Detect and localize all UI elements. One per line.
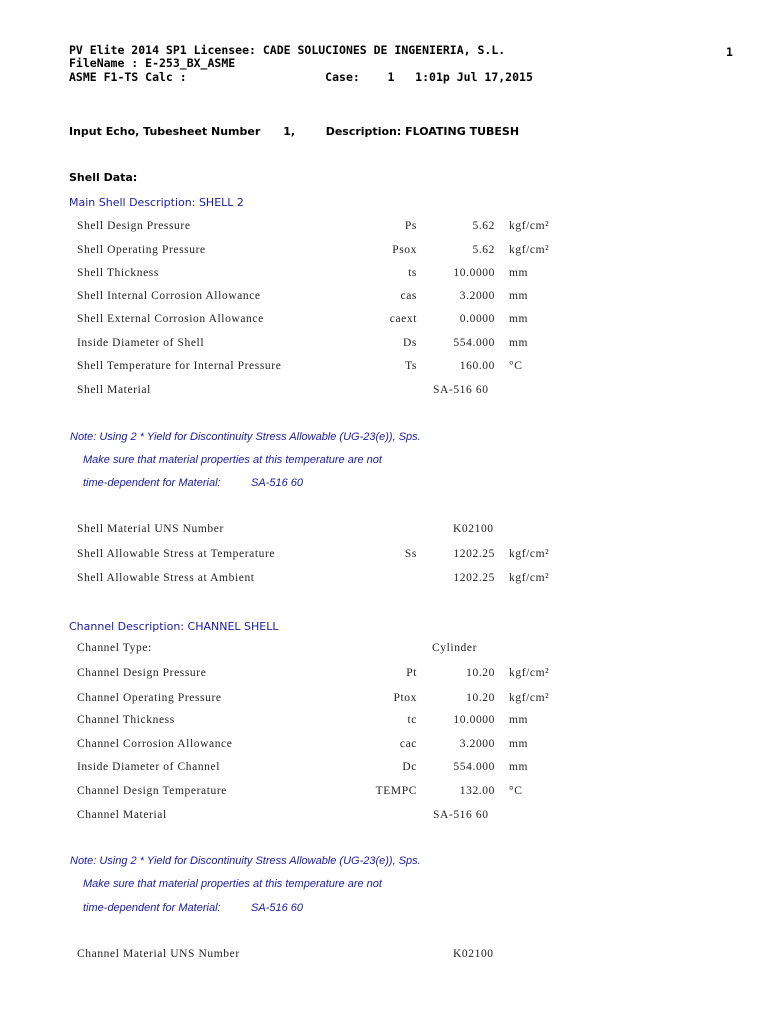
main-shell-description: Main Shell Description: SHELL 2 — [69, 196, 244, 209]
report-header-line-1: PV Elite 2014 SP1 Licensee: CADE SOLUCIONES DE INGENIERIA, S.L. — [69, 43, 506, 57]
row-unit: mm — [509, 714, 529, 726]
row-label: Channel Operating Pressure — [77, 692, 222, 704]
row-label: Channel Material UNS Number — [77, 948, 240, 960]
row-uns-value: K02100 — [453, 523, 494, 535]
row-symbol: tc — [407, 714, 417, 726]
shell-note-line-3-prefix: time-dependent for Material: — [83, 477, 221, 489]
channel-note-line-1: Note: Using 2 * Yield for Discontinuity Stress Allowable (UG-23(e)), Sps. — [70, 855, 421, 867]
row-symbol: Ptox — [393, 692, 417, 704]
row-material-value: SA-516 60 — [433, 809, 489, 821]
data-row-shell-external-corrosion — [77, 313, 757, 327]
row-label: Shell External Corrosion Allowance — [77, 313, 264, 325]
data-row-shell-allowable-temperature — [77, 548, 757, 562]
row-symbol: Ts — [405, 360, 417, 372]
row-symbol: Dc — [402, 761, 417, 773]
row-unit: kgf/cm² — [509, 667, 550, 679]
data-row-shell-temperature — [77, 360, 757, 374]
page-number: 1 — [726, 45, 733, 59]
row-symbol: ts — [408, 267, 417, 279]
data-row-channel-corrosion — [77, 738, 757, 752]
row-label: Shell Design Pressure — [77, 220, 191, 232]
channel-note-line-2: Make sure that material properties at this temperature are not — [83, 878, 382, 890]
channel-note-line-3-prefix: time-dependent for Material: — [83, 902, 221, 914]
row-unit: kgf/cm² — [509, 548, 550, 560]
row-value: 132.00 — [459, 785, 495, 797]
row-material-value: SA-516 60 — [433, 384, 489, 396]
row-unit: mm — [509, 290, 529, 302]
data-row-channel-type — [77, 642, 757, 656]
row-symbol: Pt — [406, 667, 417, 679]
data-row-channel-design-temperature — [77, 785, 757, 799]
row-label: Shell Temperature for Internal Pressure — [77, 360, 282, 372]
data-row-channel-operating-pressure — [77, 692, 757, 706]
row-unit: kgf/cm² — [509, 572, 550, 584]
data-row-shell-operating-pressure — [77, 244, 757, 258]
row-symbol: Ps — [404, 220, 417, 232]
data-row-shell-design-pressure — [77, 220, 757, 234]
data-row-shell-internal-corrosion — [77, 290, 757, 304]
row-label: Shell Internal Corrosion Allowance — [77, 290, 261, 302]
data-row-channel-inside-diameter — [77, 761, 757, 775]
row-unit: kgf/cm² — [509, 220, 550, 232]
data-row-shell-thickness — [77, 267, 757, 281]
row-symbol: cas — [400, 290, 417, 302]
row-unit: mm — [509, 337, 529, 349]
row-symbol: Ds — [403, 337, 417, 349]
data-row-channel-material — [77, 809, 757, 823]
row-label: Inside Diameter of Shell — [77, 337, 205, 349]
row-unit: °C — [509, 360, 523, 372]
row-uns-value: K02100 — [453, 948, 494, 960]
channel-description: Channel Description: CHANNEL SHELL — [69, 620, 279, 633]
channel-note-line-3-material: SA-516 60 — [251, 902, 303, 914]
data-row-channel-uns-number — [77, 948, 757, 962]
row-symbol: Ss — [404, 548, 417, 560]
row-label: Shell Allowable Stress at Temperature — [77, 548, 276, 560]
input-echo-title: Input Echo, Tubesheet Number 1, Description: FLOATING TUBESH — [69, 125, 520, 138]
row-value: 1202.25 — [453, 572, 495, 584]
row-value: 3.2000 — [459, 738, 495, 750]
row-value: 5.62 — [472, 244, 495, 256]
shell-note-line-3-material: SA-516 60 — [251, 477, 303, 489]
data-row-shell-allowable-ambient — [77, 572, 757, 586]
row-label: Shell Thickness — [77, 267, 159, 279]
row-label: Channel Thickness — [77, 714, 175, 726]
row-label: Shell Allowable Stress at Ambient — [77, 572, 255, 584]
row-value: 10.0000 — [453, 267, 495, 279]
row-unit: kgf/cm² — [509, 244, 550, 256]
shell-note-line-2: Make sure that material properties at this temperature are not — [83, 454, 382, 466]
row-unit: mm — [509, 313, 529, 325]
row-value: 10.0000 — [453, 714, 495, 726]
row-label: Inside Diameter of Channel — [77, 761, 221, 773]
row-label: Channel Type: — [77, 642, 152, 654]
row-value: 0.0000 — [459, 313, 495, 325]
data-row-channel-thickness — [77, 714, 757, 728]
row-label: Shell Material UNS Number — [77, 523, 224, 535]
row-label: Shell Material — [77, 384, 151, 396]
row-value: 554.000 — [453, 337, 495, 349]
row-unit: mm — [509, 738, 529, 750]
data-row-shell-inside-diameter — [77, 337, 757, 351]
row-value: 160.00 — [459, 360, 495, 372]
row-value: 10.20 — [466, 692, 495, 704]
row-unit: °C — [509, 785, 523, 797]
row-value: 1202.25 — [453, 548, 495, 560]
row-symbol: caext — [389, 313, 417, 325]
row-value: 554.000 — [453, 761, 495, 773]
data-row-shell-material — [77, 384, 757, 398]
row-label: Channel Corrosion Allowance — [77, 738, 233, 750]
shell-data-title: Shell Data: — [69, 171, 138, 184]
row-value: 5.62 — [472, 220, 495, 232]
row-symbol: Psox — [392, 244, 417, 256]
report-header-case: ASME F1-TS Calc : Case: 1 1:01p Jul 17,2015 — [69, 70, 533, 84]
row-symbol: TEMPC — [375, 785, 417, 797]
row-type-value: Cylinder — [432, 642, 478, 654]
row-unit: mm — [509, 267, 529, 279]
data-row-channel-design-pressure — [77, 667, 757, 681]
row-label: Channel Material — [77, 809, 167, 821]
row-label: Channel Design Pressure — [77, 667, 207, 679]
row-value: 3.2000 — [459, 290, 495, 302]
row-label: Shell Operating Pressure — [77, 244, 206, 256]
row-unit: kgf/cm² — [509, 692, 550, 704]
row-label: Channel Design Temperature — [77, 785, 227, 797]
row-value: 10.20 — [466, 667, 495, 679]
row-unit: mm — [509, 761, 529, 773]
row-symbol: cac — [399, 738, 417, 750]
data-row-shell-uns-number — [77, 523, 757, 537]
report-header-filename: FileName : E-253_BX_ASME — [69, 56, 236, 70]
shell-note-line-1: Note: Using 2 * Yield for Discontinuity Stress Allowable (UG-23(e)), Sps. — [70, 431, 421, 443]
